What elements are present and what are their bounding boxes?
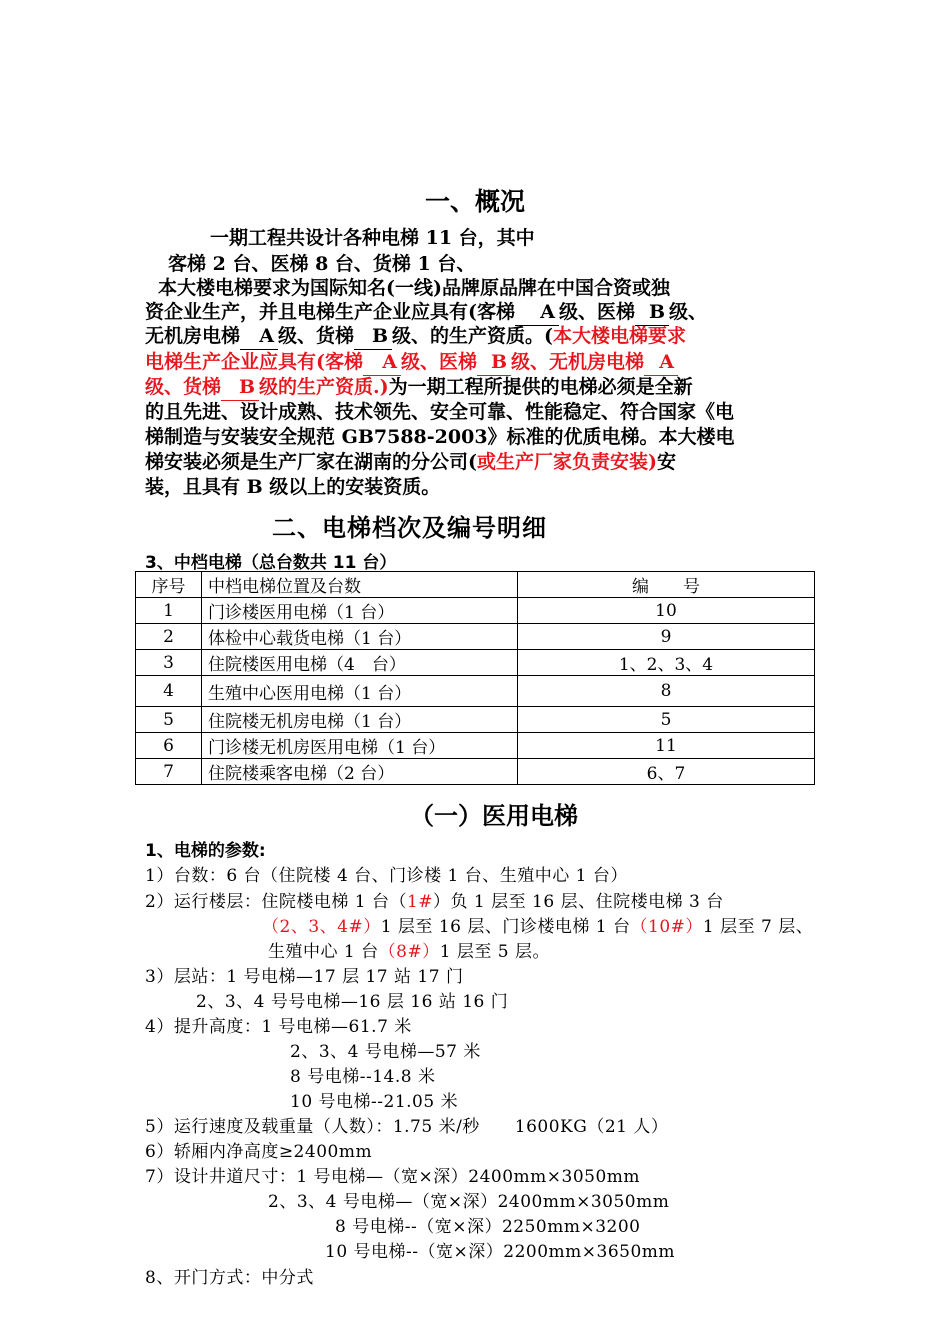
overview-line: 本大楼电梯要求为国际知名(一线)品牌原品牌在中国合资或独 — [158, 277, 670, 299]
param-line: 8、开门方式：中分式 — [145, 1268, 314, 1288]
param-line: 5）运行速度及载重量（人数）：1.75 米/秒 1600KG（21 人） — [145, 1117, 669, 1137]
param-line: 2、3、4 号电梯—57 米 — [290, 1042, 481, 1062]
overview-line: 的且先进、设计成熟、技术领先、安全可靠、性能稳定、符合国家《电 — [145, 401, 735, 423]
param-line: 3）层站：1 号电梯—17 层 17 站 17 门 — [145, 967, 464, 987]
table-row — [136, 733, 815, 759]
param-line: 生殖中心 1 台（8#）1 层至 5 层。 — [268, 942, 551, 962]
grade-blank: A — [515, 299, 559, 326]
table-cell: 门诊楼无机房医用电梯（1 台） — [202, 733, 518, 759]
table-cell: 9 — [518, 624, 815, 650]
grade-blank: B — [477, 349, 511, 376]
overview-line: 一期工程共设计各种电梯 11 台，其中 — [210, 227, 535, 249]
table-cell: 3 — [136, 650, 202, 676]
param-line: 10 号电梯--21.05 米 — [290, 1092, 459, 1112]
params-heading: 1、电梯的参数: — [145, 841, 266, 861]
param-line: 8 号电梯--14.8 米 — [290, 1067, 436, 1087]
section-title-overview: 一、概况 — [424, 187, 525, 216]
table-row — [136, 624, 815, 650]
table-cell: 生殖中心医用电梯（1 台） — [202, 676, 518, 707]
overview-line: 梯安装必须是生产厂家在湖南的分公司(或生产厂家负责安装)安 — [145, 451, 677, 473]
table-row — [136, 598, 815, 624]
param-line: 10 号电梯--（宽×深）2200mm×3650mm — [325, 1242, 676, 1262]
table-cell: 住院楼医用电梯（4 台） — [202, 650, 518, 676]
overview-line: 梯制造与安装安全规范 GB7588-2003》标准的优质电梯。本大楼电 — [145, 426, 735, 448]
table-cell: 11 — [518, 733, 815, 759]
grade-blank: B — [635, 299, 669, 326]
overview-line-highlight: 电梯生产企业应具有(客梯 A 级、医梯 B 级、无机房电梯 A — [145, 349, 678, 376]
table-row — [136, 707, 815, 733]
table-cell: 7 — [136, 759, 202, 785]
table-header-cell: 序号 — [136, 572, 202, 598]
table-cell: 住院楼无机房电梯（1 台） — [202, 707, 518, 733]
overview-line: 级、货梯 B 级的生产资质.)为一期工程所提供的电梯必须是全新 — [145, 374, 693, 401]
param-line: 2、3、4 号电梯—（宽×深）2400mm×3050mm — [268, 1192, 670, 1212]
grade-blank: A — [240, 323, 278, 350]
param-line: 2、3、4 号号电梯—16 层 16 站 16 门 — [196, 992, 509, 1012]
overview-line: 无机房电梯 A 级、货梯 B 级、的生产资质。(本大楼电梯要求 — [145, 323, 686, 350]
grade-blank: B — [354, 323, 392, 350]
grade-blank: A — [363, 349, 401, 376]
param-line: 7）设计井道尺寸：1 号电梯—（宽×深）2400mm×3050mm — [145, 1167, 641, 1187]
table-row — [136, 759, 815, 785]
table-cell: 1、2、3、4 — [518, 650, 815, 676]
grade-blank: A — [644, 349, 678, 376]
table-cell: 5 — [518, 707, 815, 733]
table-cell: 住院楼乘客电梯（2 台） — [202, 759, 518, 785]
table-cell: 体检中心载货电梯（1 台） — [202, 624, 518, 650]
overview-line: 资企业生产，并且电梯生产企业应具有(客梯 A 级、医梯 B 级、 — [145, 299, 707, 326]
section-title-medical-elevator: （一）医用电梯 — [410, 801, 578, 830]
table-row — [136, 676, 815, 707]
table-cell: 8 — [518, 676, 815, 707]
param-line: 8 号电梯--（宽×深）2250mm×3200 — [335, 1217, 641, 1237]
elevator-table — [135, 571, 815, 785]
table-cell: 2 — [136, 624, 202, 650]
grade-blank: B — [221, 374, 259, 401]
overview-line: 客梯 2 台、医梯 8 台、货梯 1 台、 — [168, 253, 476, 275]
section-title-elevator-list: 二、电梯档次及编号明细 — [272, 513, 547, 542]
table-cell: 1 — [136, 598, 202, 624]
overview-line: 装，且具有 B 级以上的安装资质。 — [145, 476, 441, 498]
table-header-row — [136, 572, 815, 598]
param-line: 1）台数：6 台（住院楼 4 台、门诊楼 1 台、生殖中心 1 台） — [145, 866, 628, 886]
table-row — [136, 650, 815, 676]
table-cell: 10 — [518, 598, 815, 624]
table-cell: 门诊楼医用电梯（1 台） — [202, 598, 518, 624]
param-line: 2）运行楼层：住院楼电梯 1 台（1#）负 1 层至 16 层、住院楼电梯 3 台 — [145, 892, 724, 912]
table-cell: 6 — [136, 733, 202, 759]
table-cell: 5 — [136, 707, 202, 733]
table-cell: 6、7 — [518, 759, 815, 785]
table-caption: 3、中档电梯（总台数共 11 台） — [145, 553, 397, 573]
param-line: 4）提升高度：1 号电梯—61.7 米 — [145, 1017, 412, 1037]
table-header-cell: 编 号 — [518, 572, 815, 598]
table-header-cell: 中档电梯位置及台数 — [202, 572, 518, 598]
param-line: （2、3、4#）1 层至 16 层、门诊楼电梯 1 台（10#）1 层至 7 层、 — [262, 917, 814, 937]
table-cell: 4 — [136, 676, 202, 707]
param-line: 6）轿厢内净高度≥2400mm — [145, 1142, 373, 1162]
